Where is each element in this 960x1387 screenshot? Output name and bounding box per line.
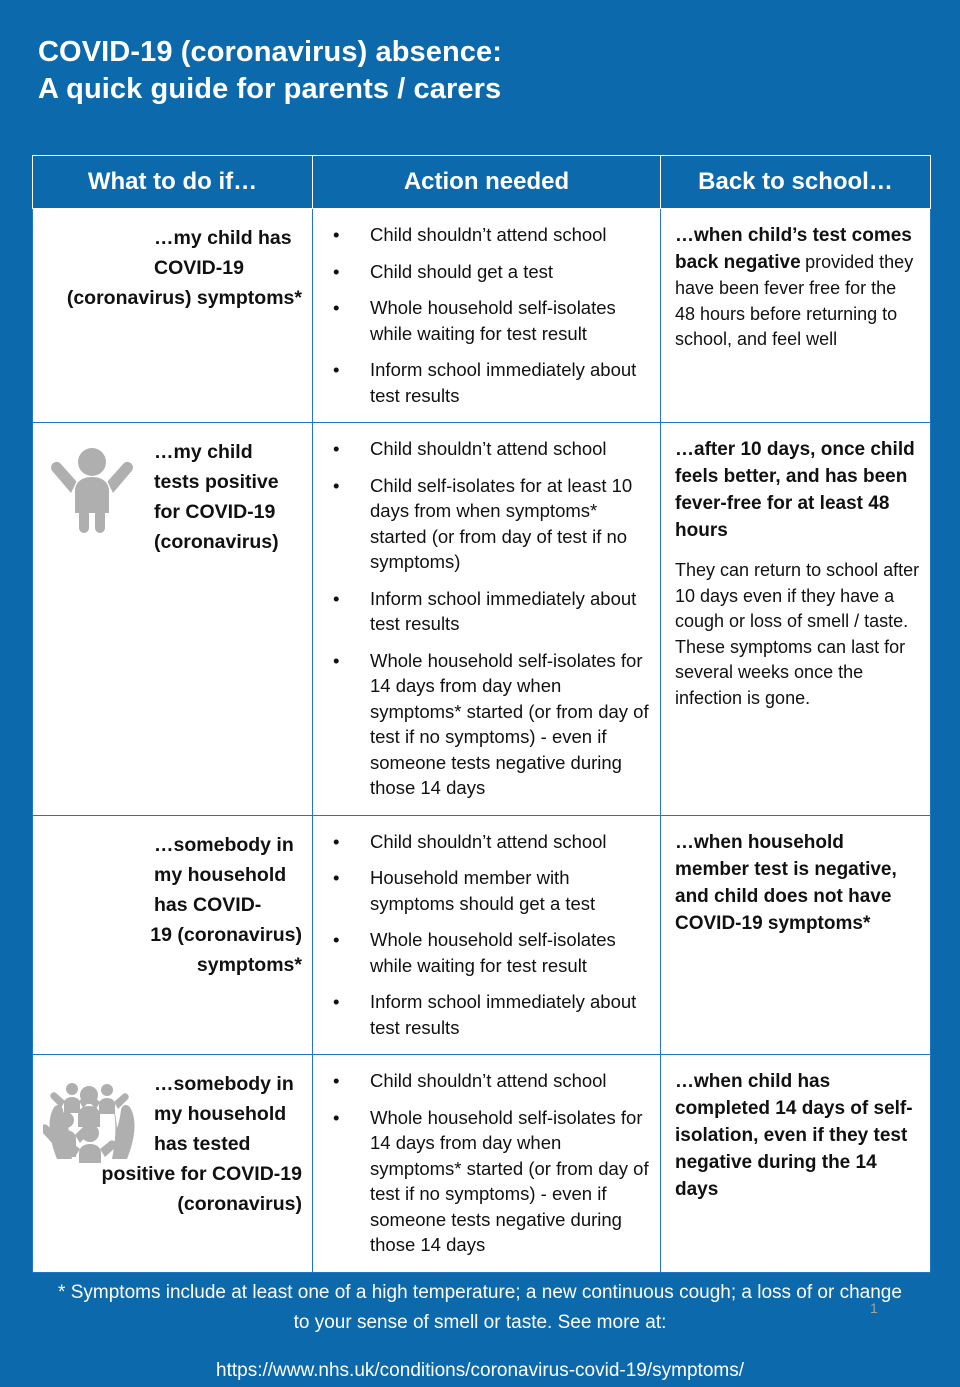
bullet-icon: • [333, 1070, 340, 1091]
bullet-icon: • [333, 991, 340, 1012]
back-to-school-cell [661, 815, 931, 1055]
action-list [313, 816, 660, 1055]
list-item [313, 865, 652, 916]
list-item [313, 1068, 652, 1094]
back-to-school-lead: …when household member test is negative, and child does not have COVID-19 symptoms* [675, 831, 897, 934]
condition-cell [33, 209, 313, 423]
action-text: Whole household self-isolates for 14 days from day when symptoms* started (or from day of test if no symptoms) - even if someone tests negative during those 14 days [370, 649, 649, 798]
back-to-school-cell [661, 423, 931, 816]
bullet-icon: • [333, 260, 340, 282]
list-item [313, 436, 652, 462]
bullet-icon: • [333, 587, 340, 609]
guide-table-wrapper [32, 155, 930, 1273]
table-row [33, 423, 931, 816]
nhs-symptoms-link[interactable]: https://www.nhs.uk/conditions/coronavirus-covid-19/symptoms/ [216, 1360, 744, 1381]
list-item [313, 989, 652, 1040]
guide-table [32, 155, 931, 1273]
back-to-school-cell [661, 209, 931, 423]
condition-text-narrow: …my child has COVID-19 [154, 227, 292, 279]
back-to-school-lead: …when child’s test comes back negative [675, 225, 912, 273]
action-text: Inform school immediately about test results [370, 991, 637, 1038]
title-line-1: COVID-19 (coronavirus) absence: [38, 36, 503, 68]
list-item [313, 295, 652, 346]
list-item [313, 357, 652, 408]
action-text: Child should get a test [370, 260, 554, 282]
column-header-back-to-school: Back to school… [661, 156, 931, 209]
table-row [33, 815, 931, 1055]
action-list [313, 209, 660, 422]
back-to-school-body: They can return to school after 10 days even if they have a cough or loss of smell / taste. These symptoms can last for several weeks once the infection is gone. [675, 560, 920, 708]
list-item [313, 1105, 652, 1258]
action-list [313, 423, 660, 815]
action-text: Whole household self-isolates while waiting for test result [370, 297, 616, 344]
bullet-icon: • [333, 1106, 340, 1128]
back-to-school-cell [661, 1055, 931, 1273]
child-figure-icon [43, 441, 141, 535]
family-group-icon [43, 1073, 141, 1167]
back-to-school-lead: …when child has completed 14 days of self-isolation, even if they test negative during the 14 days [675, 1071, 913, 1200]
page-title [38, 34, 918, 108]
action-text: Child self-isolates for at least 10 days from when symptoms* started (or from day of test if no symptoms) [370, 474, 633, 572]
action-text: Child shouldn’t attend school [370, 1070, 607, 1091]
table-row [33, 209, 931, 423]
condition-text-narrow: …my child tests positive for COVID-19 (coronavirus) [154, 441, 279, 553]
column-header-what-to-do: What to do if… [33, 156, 313, 209]
table-body [33, 209, 931, 1273]
condition-text-wide: positive for COVID-19 (coronavirus) [101, 1163, 302, 1215]
list-item [313, 648, 652, 801]
bullet-icon: • [333, 297, 340, 318]
bullet-icon: • [333, 224, 340, 245]
list-item [313, 927, 652, 978]
action-text: Child shouldn’t attend school [370, 224, 607, 245]
bullet-icon: • [333, 359, 340, 380]
condition-text-narrow: …somebody in my household has tested [154, 1073, 294, 1155]
action-cell [313, 209, 661, 423]
list-item [313, 259, 652, 285]
action-text: Whole household self-isolates while waiting for test result [370, 929, 616, 976]
bullet-icon: • [333, 830, 340, 852]
action-cell [313, 815, 661, 1055]
table-header-row [33, 156, 931, 209]
back-to-school-body: provided they have been fever free for the 48 hours before returning to school, and feel well [675, 252, 914, 349]
list-item [313, 222, 652, 248]
bullet-icon: • [333, 929, 340, 950]
page-number: 1 [870, 1300, 878, 1316]
footer [0, 1278, 960, 1386]
column-header-action-needed: Action needed [313, 156, 661, 209]
bullet-icon: • [333, 649, 340, 671]
symptoms-footnote: * Symptoms include at least one of a high temperature; a new continuous cough; a loss of or change to your sense of smell or taste. See more at: [58, 1282, 902, 1333]
action-text: Inform school immediately about test results [370, 587, 637, 634]
list-item [313, 473, 652, 575]
back-to-school-lead: …after 10 days, once child feels better, and has been fever-free for at least 48 hours [675, 439, 915, 541]
action-cell [313, 423, 661, 816]
condition-cell [33, 815, 313, 1055]
list-item [313, 586, 652, 637]
condition-cell [33, 423, 313, 816]
bullet-icon: • [333, 438, 340, 459]
title-line-2: A quick guide for parents / carers [38, 73, 502, 105]
action-text: Household member with symptoms should get a test [370, 867, 596, 914]
condition-text-wide: (coronavirus) symptoms* [66, 287, 302, 309]
action-text: Child shouldn’t attend school [370, 438, 607, 459]
bullet-icon: • [333, 474, 340, 496]
list-item [313, 829, 652, 855]
action-text: Whole household self-isolates for 14 days from day when symptoms* started (or from day of test if no symptoms) - even if someone tests negative during those 14 days [370, 1106, 649, 1255]
action-text: Child shouldn’t attend school [370, 830, 607, 852]
action-text: Inform school immediately about test results [370, 359, 637, 406]
table-row [33, 1055, 931, 1273]
bullet-icon: • [333, 867, 340, 888]
condition-cell [33, 1055, 313, 1273]
action-list [313, 1055, 660, 1272]
condition-text-wide: 19 (coronavirus) symptoms* [150, 923, 302, 976]
action-cell [313, 1055, 661, 1273]
condition-text-narrow: …somebody in my household has COVID- [154, 833, 294, 916]
